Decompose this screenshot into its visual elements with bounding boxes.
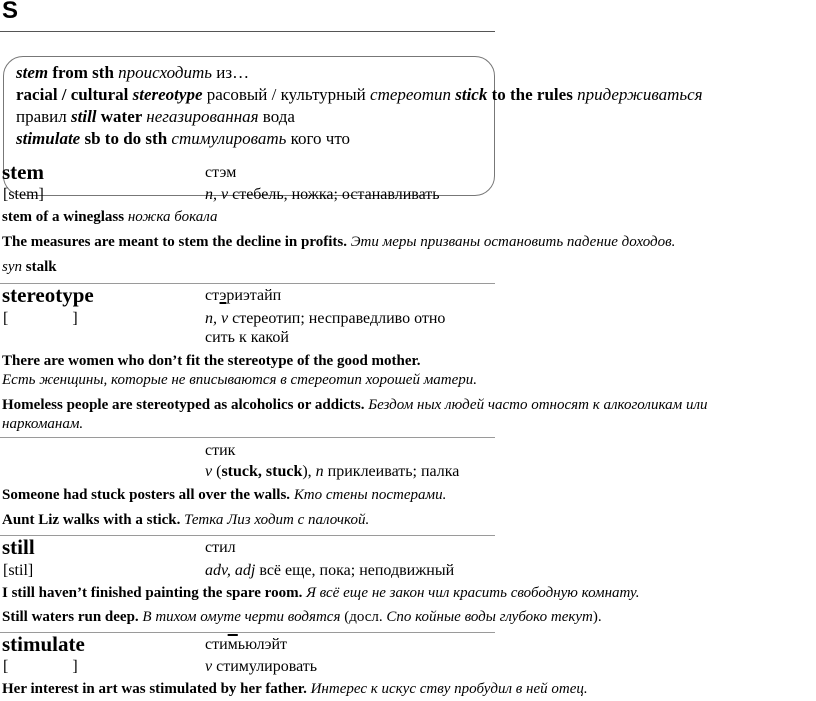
- part-of-speech: n: [315, 463, 324, 480]
- headword-stem: stem: [2, 160, 44, 184]
- phrase-word: stimulate: [16, 129, 81, 148]
- phrase-ru-italic: стереотип: [370, 85, 456, 104]
- phrase-line-3: [16, 107, 295, 127]
- example-en: [2, 353, 421, 370]
- example: [2, 585, 639, 602]
- example-ru: Бездом ных людей часто относят к алкоголикам или: [364, 397, 708, 413]
- pron-part: риэтайп: [226, 287, 282, 304]
- phrase-en: from sth: [48, 63, 114, 82]
- pron-stress: э: [219, 287, 227, 304]
- example-en: The measures are meant to stem the decline in profits.: [2, 234, 347, 250]
- phrase-line-1: [16, 63, 249, 83]
- pronunciation: [205, 287, 281, 305]
- pron-part: сти: [205, 636, 228, 653]
- example-en: Her interest in art was stimulated by her father.: [2, 681, 307, 697]
- example-en: Aunt Liz walks with a stick.: [2, 512, 181, 528]
- ipa: [stem]: [3, 186, 44, 203]
- syn-label: syn: [2, 259, 22, 275]
- ipa: [stil]: [3, 562, 34, 579]
- ipa: [ ]: [3, 658, 78, 675]
- example: [2, 512, 369, 529]
- definition-text: стебель, ножка; останавливать: [228, 186, 440, 203]
- example: [2, 487, 446, 504]
- definition-text: стереотип; несправедливо отно: [228, 310, 446, 327]
- pronunciation: стил: [205, 539, 236, 556]
- phrase-ru-italic: стимулировать: [171, 129, 287, 148]
- pronunciation: стэм: [205, 164, 237, 181]
- example-ru: Я всё еще не закон чил красить свободную комнату.: [302, 585, 640, 601]
- phrase-en: water: [96, 107, 147, 126]
- part-of-speech: n, v: [205, 186, 229, 203]
- phrase-ru-italic: негазированная: [146, 107, 259, 126]
- example-ru: Тетка Лиз ходит с палочкой.: [180, 512, 370, 528]
- example-en: Still waters run deep.: [2, 609, 139, 625]
- pron-part: ьюлэйт: [237, 636, 288, 653]
- pron-part: ст: [205, 287, 220, 304]
- headword-stimulate: stimulate: [2, 632, 85, 656]
- pron-stress: м: [227, 636, 238, 653]
- example-ru: [2, 372, 477, 389]
- definition: [205, 310, 445, 328]
- synonym: [2, 259, 57, 276]
- phrase-en: sb to do sth: [80, 129, 172, 148]
- forms-paren: ),: [302, 463, 316, 480]
- phrase-ru: кого что: [286, 129, 351, 148]
- example-ru: Интерес к искус ству пробудил в ней отец.: [306, 681, 588, 697]
- definition-text: приклеивать; палка: [323, 463, 460, 480]
- example: [2, 681, 588, 698]
- definition: [205, 658, 317, 676]
- definition-continued: сить к какой: [205, 329, 289, 346]
- definition: [205, 562, 454, 580]
- example: [2, 397, 707, 414]
- phrase-word: stem: [16, 63, 49, 82]
- example-en: I still haven’t finished painting the spare room.: [2, 585, 303, 601]
- phrase-word: still: [71, 107, 97, 126]
- example-ru: В тихом омуте черти водятся: [138, 609, 341, 625]
- pronunciation: [205, 636, 287, 654]
- phrase-ru: из…: [212, 63, 250, 82]
- pronunciation: стик: [205, 442, 236, 459]
- definition-text: всё еще, пока; неподвижный: [255, 562, 455, 579]
- example: [2, 234, 675, 251]
- verb-forms: stuck, stuck: [221, 463, 303, 480]
- entry-divider: [0, 437, 495, 438]
- example-note: (досл.: [340, 609, 387, 625]
- example-en: Homeless people are stereotyped as alcoholics or addicts.: [2, 397, 365, 413]
- example-note: ).: [592, 609, 602, 625]
- phrase-ru: правил: [16, 107, 72, 126]
- syn-word: stalk: [22, 259, 57, 275]
- phrase-line-4: [16, 129, 350, 149]
- phrase-en: to the rules: [487, 85, 578, 104]
- example-ru-continued: наркоманам.: [2, 416, 84, 432]
- phrase-ru-italic: придерживаться: [577, 85, 703, 104]
- part-of-speech: v: [205, 658, 213, 675]
- example-ru: ножка бокала: [124, 209, 218, 225]
- phrase-ru-italic: происходить: [113, 63, 212, 82]
- definition: [205, 186, 440, 204]
- example-en-text: There are women who don’t fit the stereotype of the good mother.: [2, 353, 421, 369]
- heading-divider: [0, 31, 495, 32]
- example-en: stem of a wineglass: [2, 209, 125, 225]
- ipa: [ ]: [3, 310, 78, 327]
- phrase-word: stick: [455, 85, 488, 104]
- phrase-line-2: [16, 85, 703, 105]
- forms-paren: (: [212, 463, 222, 480]
- phrase-word: stereotype: [132, 85, 203, 104]
- headword-stereotype: stereotype: [2, 283, 94, 307]
- example-ru: Эти меры призваны остановить падение доходов.: [346, 234, 676, 250]
- entry-divider: [0, 535, 495, 536]
- example-ru: Спо койные воды глубоко текут: [386, 609, 593, 625]
- section-letter: S: [2, 0, 19, 24]
- example-ru-text: Есть женщины, которые не вписываются в стереотип хорошей матери.: [2, 372, 478, 388]
- example: [2, 609, 602, 626]
- phrase-ru: расовый / культурный: [202, 85, 371, 104]
- phrase-ru: вода: [258, 107, 295, 126]
- part-of-speech: n, v: [205, 310, 229, 327]
- definition-text: стимулировать: [212, 658, 318, 675]
- example: [2, 209, 217, 226]
- phrase-en: racial / cultural: [16, 85, 133, 104]
- example-en: Someone had stuck posters all over the walls.: [2, 487, 291, 503]
- definition: [205, 463, 459, 481]
- headword-still: still: [2, 535, 35, 559]
- example-ru: Кто стены постерами.: [290, 487, 447, 503]
- part-of-speech: v: [205, 463, 213, 480]
- part-of-speech: adv, adj: [205, 562, 256, 579]
